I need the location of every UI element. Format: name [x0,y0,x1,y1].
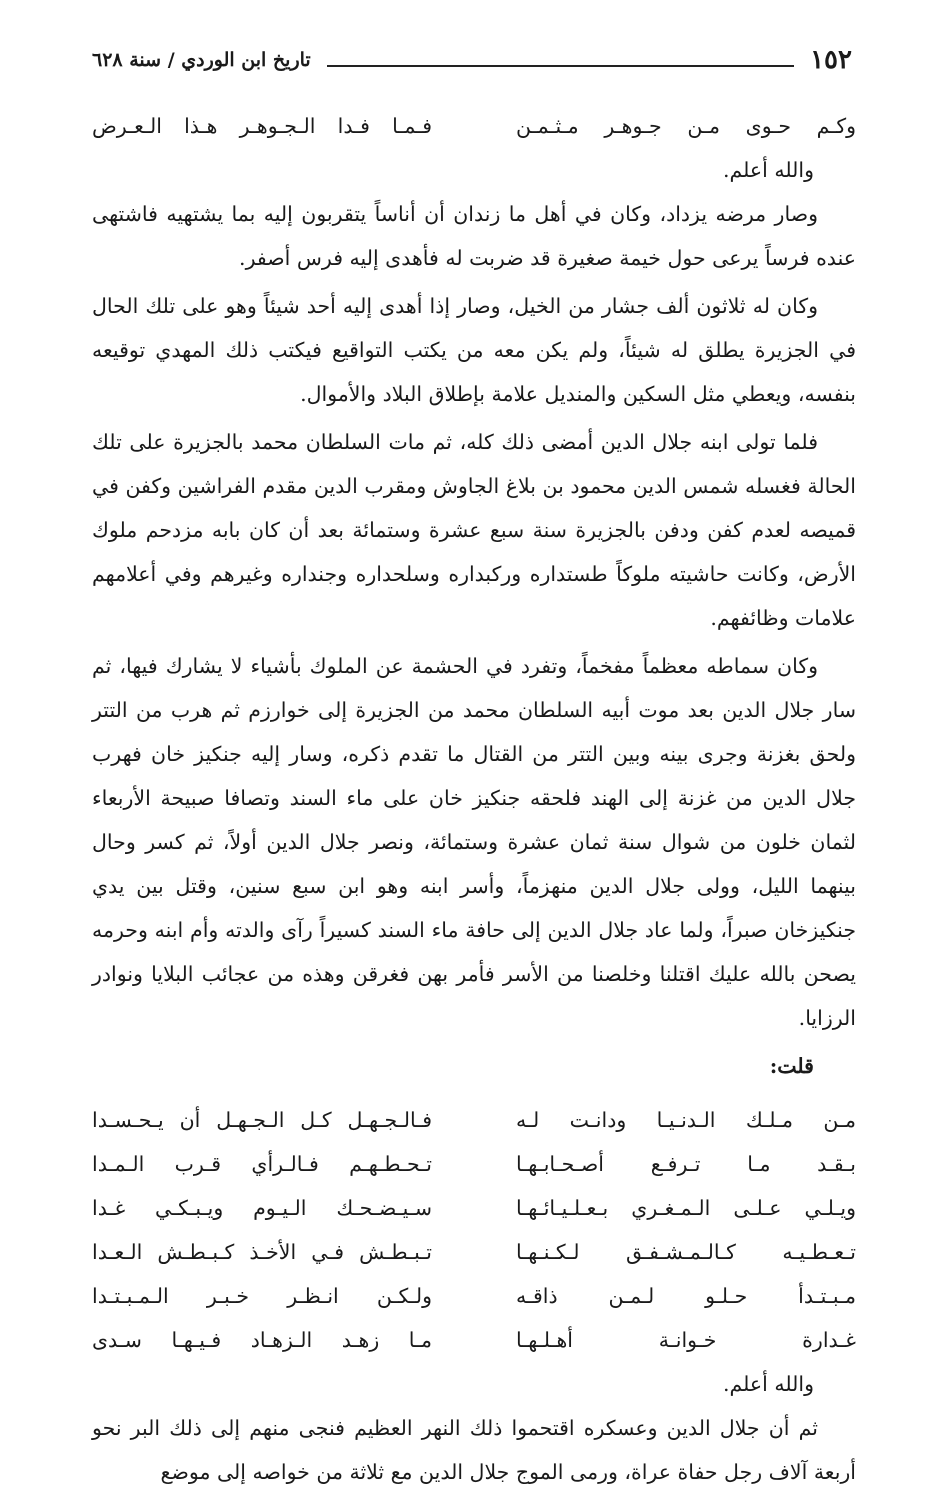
verse-hemistich-left: ولـكـن انـظـر خـبـر الـمـبـتـدا [92,1284,432,1308]
running-title: تاريخ ابن الوردي / سنة ٦٢٨ [92,49,311,71]
page-header [92,42,852,78]
verse-hemistich-right: ويـلـي عـلـى الـمـغـري بـعـلـيـائـهـا [516,1196,856,1220]
poem-verse [92,1318,856,1362]
page-number: ١٥٢ [810,45,852,75]
paragraph: وصار مرضه يزداد، وكان في أهل ما زندان أن أناساً يتقربون إليه بما يشتهيه فاشتهى عنده فرساً يرعى حول خيمة صغيرة قد ضربت له فأهدى إليه فرس أصفر. [92,202,856,270]
verse-hemistich-left: تـحـطـهـم فـالـرأي قـرب الـمـدا [92,1152,432,1176]
poem-verse [92,1274,856,1318]
allah-alam: والله أعلم. [722,158,814,182]
verse-hemistich-left: سـيـضـحـك الـيـوم ويـبـكـي غـدا [92,1196,432,1220]
verse-hemistich-right: تـعـطـيـه كـالـمـشـفـق لـكـنـهـا [516,1240,856,1264]
paragraph: فلما تولى ابنه جلال الدين أمضى ذلك كله، ثم مات السلطان محمد بالجزيرة على تلك الحالة فغسله شمس الدين محمود بن بلاغ الجاوش ومقرب الدين مقدم الفراشين وكفن في قميصه لعدم كفن ودفن بالجزيرة سنة سبع عشرة وستمائة بعد أن كان بابه مزدحم ملوك الأرض، وكانت حاشيته ملوكاً طستداره وركبداره وسلحداره وجنداره وغيرهم وفي أعلامهم علامات وظائفهم. [92,430,856,630]
poem-verse [92,1230,856,1274]
page-body [92,104,856,1498]
verse-hemistich-right: غـدارة خـوانـة أهـلـهـا [516,1328,856,1352]
poem-verse [92,1142,856,1186]
verse-hemistich-right: مـبـتـدأ حـلـو لـمـن ذاقـه [516,1284,856,1308]
paragraph: وكان له ثلاثون ألف جشار من الخيل، وصار إذا أهدى إليه أحد شيئاً وهو على تلك الحال في الجزيرة يطلق له شيئاً، ولم يكن معه من يكتب التواقيع فيكتب ذلك المهدي توقيعه بنفسه، ويعطي مثل السكين والمنديل علامة بإطلاق البلاد والأموال. [92,294,856,406]
qult-heading: قلت: [769,1054,814,1078]
header-rule [327,65,794,67]
verse-hemistich-right: وكـم حـوى مـن جـوهـر مـثـمـن [516,114,856,138]
poem-verse [92,1186,856,1230]
poem [92,1098,856,1362]
verse-hemistich-right: بـقـد مـا تـرفـع أصـحـابـهـا [516,1152,856,1176]
paragraph: ثم أن جلال الدين وعسكره اقتحموا ذلك النهر العظيم فنجى منهم إلى ذلك البر نحو أربعة آلاف رجل حفاة عراة، ورمى الموج جلال الدين مع ثلاثة من خواصه إلى موضع [92,1416,856,1484]
verse-hemistich-right: مـن مـلـك الـدنـيـا ودانـت لـه [516,1108,856,1132]
verse-hemistich-left: تـبـطـش فـي الأخـذ كـبـطـش الـعـدا [92,1240,432,1264]
allah-alam: والله أعلم. [722,1372,814,1396]
verse-hemistich-left: مـا زهـد الـزهـاد فـيـهـا سـدى [92,1328,432,1352]
verse-hemistich-left: فـالـجـهـل كـل الـجـهـل أن يـحـسـدا [92,1108,432,1132]
poem-verse [92,1098,856,1142]
paragraph: وكان سماطه معظماً مفخماً، وتفرد في الحشمة عن الملوك بأشياء لا يشارك فيها، ثم سار جلال الدين بعد موت أبيه السلطان محمد من الجزيرة إلى خوارزم ثم هرب من التتر ولحق بغزنة وجرى بينه وبين التتر من القتال ما تقدم ذكره، وسار إليه جنكيز خان فهرب جلال الدين من غزنة إلى الهند فلحقه جنكيز خان على ماء السند وتصافا صبيحة الأربعاء لثمان خلون من شوال سنة ثمان عشرة وستمائة، ونصر جلال الدين أولاً، ثم كسر وحال بينهما الليل، وولى جلال الدين منهزماً، وأسر ابنه وهو ابن سبع سنين، وقتل بين يدي جنكيزخان صبراً، ولما عاد جلال الدين إلى حافة ماء السند كسيراً رآى والدته وأم ابنه وحرمه يصحن بالله عليك اقتلنا وخلصنا من الأسر فأمر بهن فغرقن وهذه من عجائب البلايا ونوادر الرزايا. [92,654,856,1030]
top-verse [92,104,856,148]
verse-hemistich-left: فـمـا فـدا الـجـوهـر هـذا الـعـرض [92,114,432,138]
